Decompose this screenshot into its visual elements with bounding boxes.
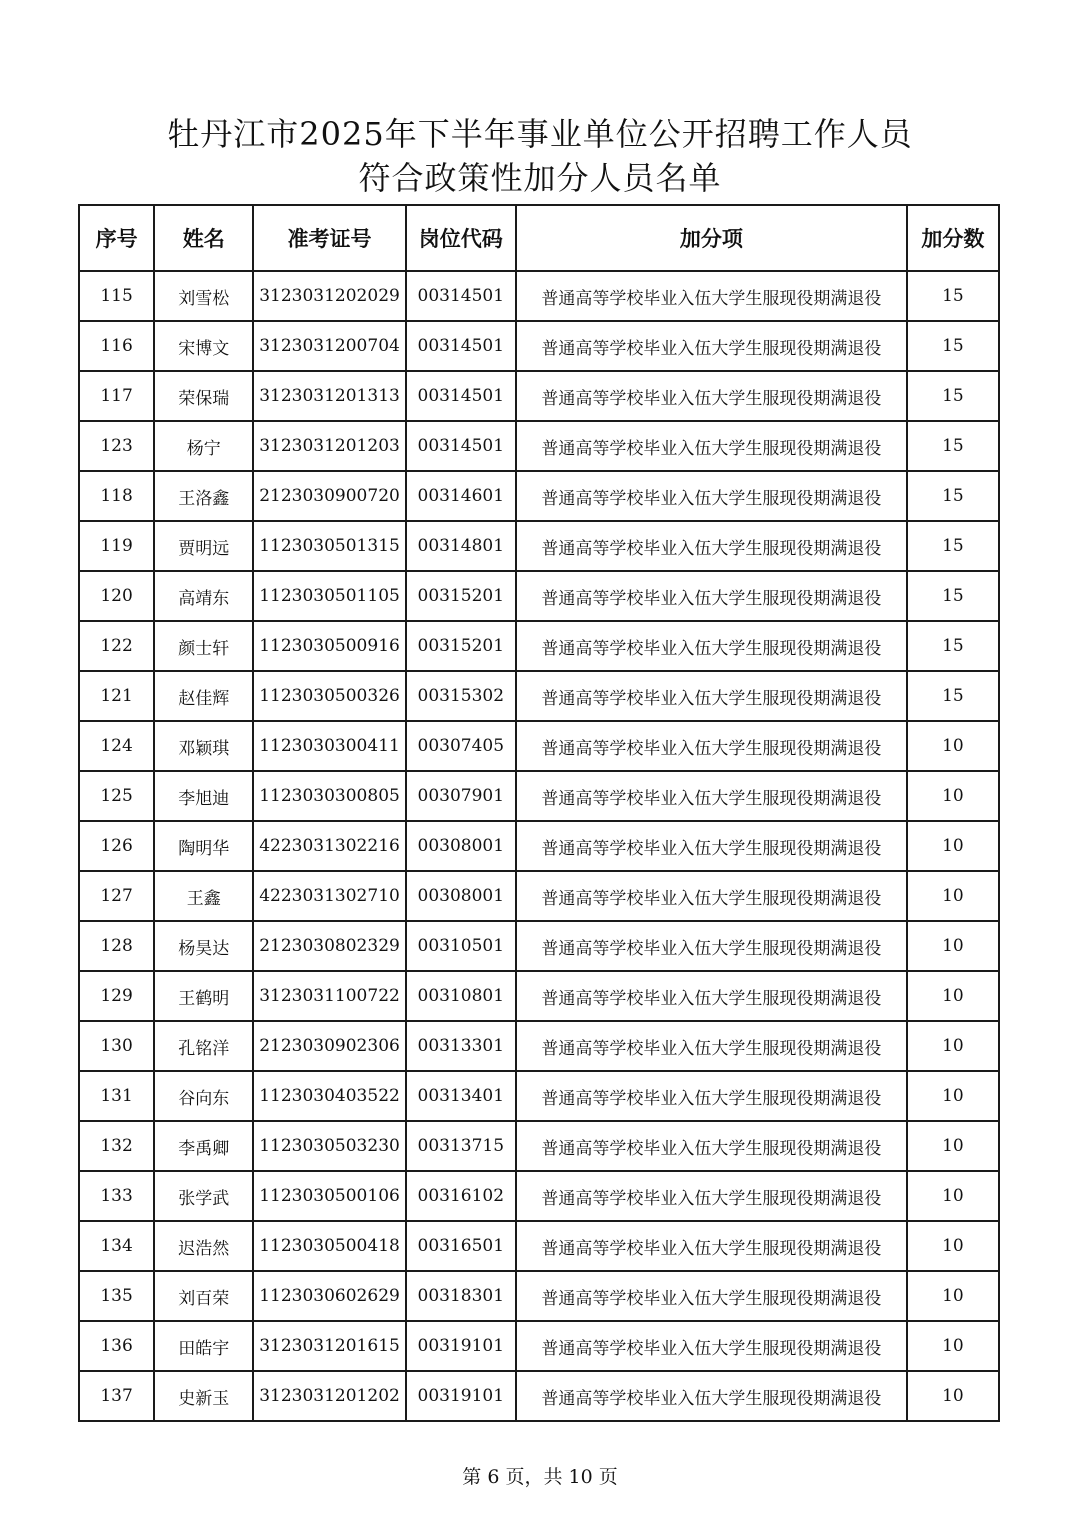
cell-bonus-item: 普通高等学校毕业入伍大学生服现役期满退役 bbox=[516, 521, 907, 571]
header-name: 姓名 bbox=[154, 205, 253, 271]
table-row bbox=[79, 871, 999, 921]
cell-bonus-score: 10 bbox=[907, 1121, 999, 1171]
cell-bonus-item: 普通高等学校毕业入伍大学生服现役期满退役 bbox=[516, 321, 907, 371]
cell-name: 荣保瑞 bbox=[154, 371, 253, 421]
cell-seq: 135 bbox=[79, 1271, 154, 1321]
cell-bonus-item: 普通高等学校毕业入伍大学生服现役期满退役 bbox=[516, 1171, 907, 1221]
cell-bonus-score: 15 bbox=[907, 521, 999, 571]
cell-seq: 133 bbox=[79, 1171, 154, 1221]
cell-seq: 136 bbox=[79, 1321, 154, 1371]
cell-name: 颜士轩 bbox=[154, 621, 253, 671]
cell-post-code: 00319101 bbox=[406, 1371, 516, 1421]
cell-bonus-item: 普通高等学校毕业入伍大学生服现役期满退役 bbox=[516, 471, 907, 521]
cell-bonus-item: 普通高等学校毕业入伍大学生服现役期满退役 bbox=[516, 921, 907, 971]
cell-name: 史新玉 bbox=[154, 1371, 253, 1421]
cell-exam-number: 1123030403522 bbox=[253, 1071, 405, 1121]
cell-post-code: 00314801 bbox=[406, 521, 516, 571]
table-row bbox=[79, 471, 999, 521]
cell-seq: 121 bbox=[79, 671, 154, 721]
cell-exam-number: 1123030500326 bbox=[253, 671, 405, 721]
cell-post-code: 00313301 bbox=[406, 1021, 516, 1071]
cell-name: 杨宁 bbox=[154, 421, 253, 471]
cell-bonus-score: 10 bbox=[907, 1271, 999, 1321]
cell-bonus-score: 10 bbox=[907, 771, 999, 821]
table-row bbox=[79, 1121, 999, 1171]
cell-bonus-item: 普通高等学校毕业入伍大学生服现役期满退役 bbox=[516, 421, 907, 471]
header-exam-number: 准考证号 bbox=[253, 205, 405, 271]
cell-seq: 132 bbox=[79, 1121, 154, 1171]
cell-exam-number: 2123030802329 bbox=[253, 921, 405, 971]
table-row bbox=[79, 571, 999, 621]
cell-name: 田皓宇 bbox=[154, 1321, 253, 1371]
cell-seq: 127 bbox=[79, 871, 154, 921]
cell-seq: 129 bbox=[79, 971, 154, 1021]
cell-exam-number: 3123031201203 bbox=[253, 421, 405, 471]
cell-post-code: 00315302 bbox=[406, 671, 516, 721]
cell-name: 王鹤明 bbox=[154, 971, 253, 1021]
table-row bbox=[79, 421, 999, 471]
cell-name: 李禹卿 bbox=[154, 1121, 253, 1171]
cell-seq: 137 bbox=[79, 1371, 154, 1421]
cell-bonus-item: 普通高等学校毕业入伍大学生服现役期满退役 bbox=[516, 371, 907, 421]
cell-post-code: 00314501 bbox=[406, 421, 516, 471]
cell-name: 张学武 bbox=[154, 1171, 253, 1221]
cell-name: 邓颖琪 bbox=[154, 721, 253, 771]
cell-bonus-score: 10 bbox=[907, 871, 999, 921]
cell-exam-number: 1123030501315 bbox=[253, 521, 405, 571]
table-row bbox=[79, 721, 999, 771]
cell-exam-number: 1123030500916 bbox=[253, 621, 405, 671]
cell-exam-number: 4223031302216 bbox=[253, 821, 405, 871]
cell-seq: 134 bbox=[79, 1221, 154, 1271]
table-header-row bbox=[79, 205, 999, 271]
table-row bbox=[79, 521, 999, 571]
table-row bbox=[79, 1371, 999, 1421]
cell-exam-number: 3123031200704 bbox=[253, 321, 405, 371]
cell-bonus-item: 普通高等学校毕业入伍大学生服现役期满退役 bbox=[516, 571, 907, 621]
cell-bonus-item: 普通高等学校毕业入伍大学生服现役期满退役 bbox=[516, 671, 907, 721]
cell-name: 王洛鑫 bbox=[154, 471, 253, 521]
cell-seq: 124 bbox=[79, 721, 154, 771]
cell-bonus-item: 普通高等学校毕业入伍大学生服现役期满退役 bbox=[516, 1221, 907, 1271]
cell-bonus-score: 10 bbox=[907, 971, 999, 1021]
cell-bonus-item: 普通高等学校毕业入伍大学生服现役期满退役 bbox=[516, 821, 907, 871]
cell-bonus-score: 15 bbox=[907, 371, 999, 421]
cell-exam-number: 1123030500106 bbox=[253, 1171, 405, 1221]
cell-name: 孔铭洋 bbox=[154, 1021, 253, 1071]
cell-exam-number: 3123031201615 bbox=[253, 1321, 405, 1371]
cell-bonus-score: 10 bbox=[907, 1171, 999, 1221]
header-bonus-score: 加分数 bbox=[907, 205, 999, 271]
cell-post-code: 00308001 bbox=[406, 821, 516, 871]
cell-name: 赵佳辉 bbox=[154, 671, 253, 721]
cell-name: 刘百荣 bbox=[154, 1271, 253, 1321]
cell-exam-number: 4223031302710 bbox=[253, 871, 405, 921]
cell-exam-number: 1123030300805 bbox=[253, 771, 405, 821]
cell-exam-number: 1123030602629 bbox=[253, 1271, 405, 1321]
cell-post-code: 00318301 bbox=[406, 1271, 516, 1321]
cell-post-code: 00315201 bbox=[406, 571, 516, 621]
cell-bonus-item: 普通高等学校毕业入伍大学生服现役期满退役 bbox=[516, 871, 907, 921]
cell-post-code: 00314501 bbox=[406, 321, 516, 371]
title-line-2: 符合政策性加分人员名单 bbox=[358, 159, 722, 197]
cell-bonus-item: 普通高等学校毕业入伍大学生服现役期满退役 bbox=[516, 271, 907, 321]
cell-seq: 123 bbox=[79, 421, 154, 471]
table-row bbox=[79, 1171, 999, 1221]
cell-seq: 115 bbox=[79, 271, 154, 321]
cell-exam-number: 1123030503230 bbox=[253, 1121, 405, 1171]
cell-exam-number: 2123030900720 bbox=[253, 471, 405, 521]
table-row bbox=[79, 621, 999, 671]
cell-bonus-score: 10 bbox=[907, 1321, 999, 1371]
cell-bonus-score: 15 bbox=[907, 621, 999, 671]
cell-seq: 126 bbox=[79, 821, 154, 871]
cell-bonus-score: 15 bbox=[907, 321, 999, 371]
header-seq: 序号 bbox=[79, 205, 154, 271]
cell-name: 贾明远 bbox=[154, 521, 253, 571]
cell-name: 王鑫 bbox=[154, 871, 253, 921]
cell-name: 陶明华 bbox=[154, 821, 253, 871]
table-row bbox=[79, 1321, 999, 1371]
cell-name: 杨昊达 bbox=[154, 921, 253, 971]
cell-exam-number: 2123030902306 bbox=[253, 1021, 405, 1071]
cell-seq: 130 bbox=[79, 1021, 154, 1071]
cell-post-code: 00308001 bbox=[406, 871, 516, 921]
table-row bbox=[79, 821, 999, 871]
cell-seq: 117 bbox=[79, 371, 154, 421]
cell-bonus-score: 10 bbox=[907, 1021, 999, 1071]
bonus-points-table bbox=[78, 204, 1000, 1422]
cell-name: 刘雪松 bbox=[154, 271, 253, 321]
cell-bonus-item: 普通高等学校毕业入伍大学生服现役期满退役 bbox=[516, 1121, 907, 1171]
table-row bbox=[79, 921, 999, 971]
cell-exam-number: 3123031201313 bbox=[253, 371, 405, 421]
cell-bonus-item: 普通高等学校毕业入伍大学生服现役期满退役 bbox=[516, 1321, 907, 1371]
table-row bbox=[79, 321, 999, 371]
cell-post-code: 00310501 bbox=[406, 921, 516, 971]
cell-bonus-score: 10 bbox=[907, 1071, 999, 1121]
cell-bonus-score: 10 bbox=[907, 1371, 999, 1421]
table-row bbox=[79, 1271, 999, 1321]
cell-post-code: 00319101 bbox=[406, 1321, 516, 1371]
cell-seq: 128 bbox=[79, 921, 154, 971]
cell-post-code: 00316102 bbox=[406, 1171, 516, 1221]
cell-exam-number: 3123031202029 bbox=[253, 271, 405, 321]
cell-bonus-item: 普通高等学校毕业入伍大学生服现役期满退役 bbox=[516, 1271, 907, 1321]
cell-name: 宋博文 bbox=[154, 321, 253, 371]
cell-bonus-score: 10 bbox=[907, 721, 999, 771]
cell-bonus-score: 15 bbox=[907, 571, 999, 621]
cell-post-code: 00316501 bbox=[406, 1221, 516, 1271]
cell-bonus-score: 10 bbox=[907, 1221, 999, 1271]
cell-bonus-score: 15 bbox=[907, 671, 999, 721]
cell-bonus-score: 10 bbox=[907, 921, 999, 971]
table-row bbox=[79, 271, 999, 321]
header-post-code: 岗位代码 bbox=[406, 205, 516, 271]
cell-bonus-item: 普通高等学校毕业入伍大学生服现役期满退役 bbox=[516, 621, 907, 671]
cell-post-code: 00314601 bbox=[406, 471, 516, 521]
cell-bonus-item: 普通高等学校毕业入伍大学生服现役期满退役 bbox=[516, 771, 907, 821]
cell-post-code: 00313715 bbox=[406, 1121, 516, 1171]
cell-exam-number: 1123030300411 bbox=[253, 721, 405, 771]
table-row bbox=[79, 1071, 999, 1121]
table-row bbox=[79, 971, 999, 1021]
table-body bbox=[79, 271, 999, 1421]
cell-post-code: 00315201 bbox=[406, 621, 516, 671]
cell-bonus-item: 普通高等学校毕业入伍大学生服现役期满退役 bbox=[516, 1371, 907, 1421]
cell-seq: 116 bbox=[79, 321, 154, 371]
cell-bonus-item: 普通高等学校毕业入伍大学生服现役期满退役 bbox=[516, 1071, 907, 1121]
cell-seq: 119 bbox=[79, 521, 154, 571]
cell-post-code: 00307901 bbox=[406, 771, 516, 821]
document-title bbox=[0, 112, 1080, 200]
table-row bbox=[79, 371, 999, 421]
cell-bonus-score: 15 bbox=[907, 271, 999, 321]
cell-bonus-item: 普通高等学校毕业入伍大学生服现役期满退役 bbox=[516, 971, 907, 1021]
cell-name: 高靖东 bbox=[154, 571, 253, 621]
cell-exam-number: 1123030500418 bbox=[253, 1221, 405, 1271]
table-row bbox=[79, 671, 999, 721]
cell-bonus-score: 15 bbox=[907, 471, 999, 521]
cell-seq: 125 bbox=[79, 771, 154, 821]
cell-post-code: 00307405 bbox=[406, 721, 516, 771]
cell-name: 李旭迪 bbox=[154, 771, 253, 821]
table-row bbox=[79, 1221, 999, 1271]
cell-seq: 131 bbox=[79, 1071, 154, 1121]
cell-bonus-score: 15 bbox=[907, 421, 999, 471]
header-bonus-item: 加分项 bbox=[516, 205, 907, 271]
cell-post-code: 00314501 bbox=[406, 271, 516, 321]
cell-post-code: 00310801 bbox=[406, 971, 516, 1021]
cell-bonus-item: 普通高等学校毕业入伍大学生服现役期满退役 bbox=[516, 721, 907, 771]
cell-exam-number: 1123030501105 bbox=[253, 571, 405, 621]
cell-exam-number: 3123031201202 bbox=[253, 1371, 405, 1421]
cell-post-code: 00313401 bbox=[406, 1071, 516, 1121]
cell-name: 迟浩然 bbox=[154, 1221, 253, 1271]
cell-seq: 122 bbox=[79, 621, 154, 671]
cell-exam-number: 3123031100722 bbox=[253, 971, 405, 1021]
cell-seq: 120 bbox=[79, 571, 154, 621]
cell-seq: 118 bbox=[79, 471, 154, 521]
cell-name: 谷向东 bbox=[154, 1071, 253, 1121]
cell-post-code: 00314501 bbox=[406, 371, 516, 421]
table-row bbox=[79, 1021, 999, 1071]
title-line-1: 牡丹江市2025年下半年事业单位公开招聘工作人员 bbox=[167, 115, 913, 153]
table-row bbox=[79, 771, 999, 821]
cell-bonus-score: 10 bbox=[907, 821, 999, 871]
page-number: 第 6 页，共 10 页 bbox=[462, 1466, 618, 1488]
cell-bonus-item: 普通高等学校毕业入伍大学生服现役期满退役 bbox=[516, 1021, 907, 1071]
